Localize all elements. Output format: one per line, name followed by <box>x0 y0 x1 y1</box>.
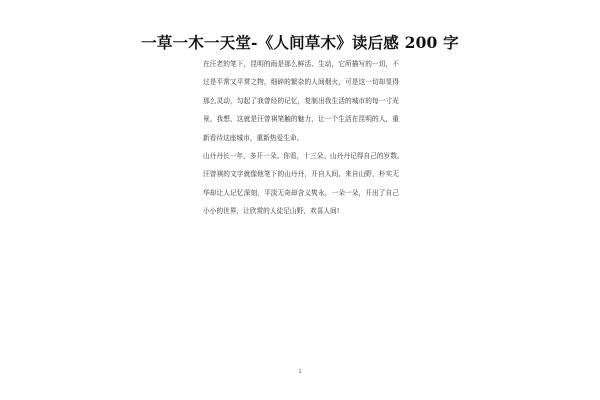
text-line: 小小的世界，让欣赏的人徒足山野，欢喜人间! <box>203 207 340 216</box>
paragraph-2 <box>203 147 404 221</box>
text-line: 华却让人记忆深刻，平淡无奇却含义隽永，一朵一朵，开出了自己 <box>203 188 399 197</box>
text-line: 景。我想，这就是汪曾祺笔触的魅力，让一个生活在昆明的人，重 <box>203 115 399 124</box>
page-number: 1 <box>298 369 302 375</box>
text-line: 过是平常又平常之物，细碎的繁杂的人间烟火，可是这一切却显得 <box>203 78 399 87</box>
text-line: 在汪老的笔下，昆明的雨是那么鲜活、生动，它所描写的一切，不 <box>203 60 399 68</box>
text-line: 山丹丹长一年，多开一朵。你看，十三朵。山丹丹记得自己的岁数。 <box>203 151 404 160</box>
text-line: 新看待这座城市，重新热爱生命。 <box>203 133 304 142</box>
paragraph-1 <box>203 55 399 147</box>
document-title: 一草一木一天堂-《人间草木》读后感 200 字 <box>141 33 459 52</box>
text-line: 汪曾祺的文字就像他笔下的山丹丹，开自人间，来自山野，朴实无 <box>203 170 399 179</box>
document-body <box>203 55 404 221</box>
text-line: 那么灵动，勾起了我曾经的记忆，复制出我生活的城市的每一寸光 <box>203 96 399 105</box>
